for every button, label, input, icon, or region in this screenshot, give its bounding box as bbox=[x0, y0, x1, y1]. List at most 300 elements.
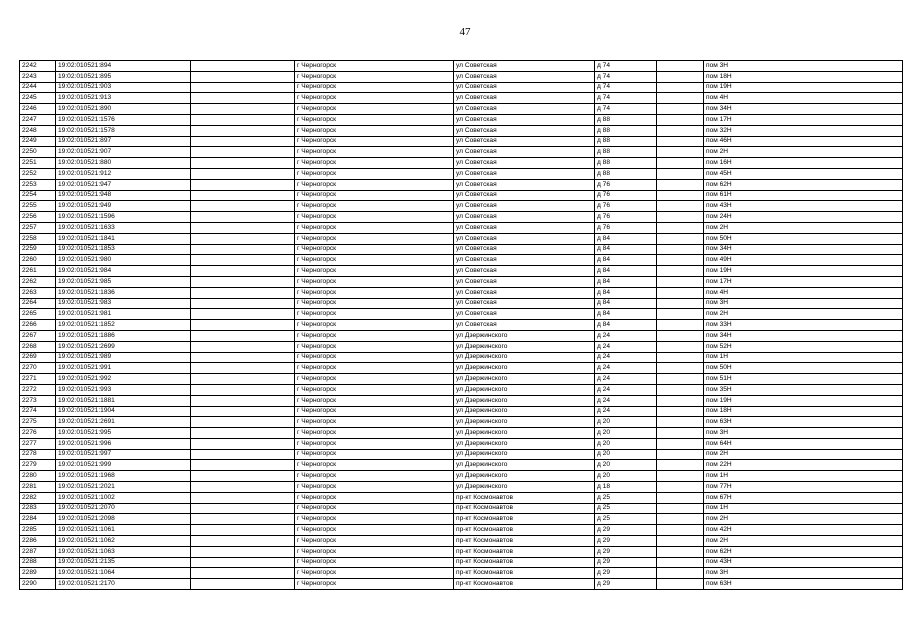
building-cell bbox=[657, 503, 704, 514]
table-row bbox=[20, 363, 903, 374]
house-cell: д 74 bbox=[595, 71, 657, 82]
house-cell: д 84 bbox=[595, 266, 657, 277]
cadastral-number-cell: 19:02:010521:1062 bbox=[56, 536, 191, 547]
street-cell: ул Советская bbox=[454, 190, 595, 201]
row-number-cell: 2280 bbox=[20, 471, 56, 482]
house-cell: д 25 bbox=[595, 492, 657, 503]
cadastral-number-cell: 19:02:010521:1886 bbox=[56, 330, 191, 341]
premises-cell: пом 77Н bbox=[704, 482, 903, 493]
house-cell: д 88 bbox=[595, 147, 657, 158]
building-cell bbox=[657, 374, 704, 385]
premises-cell: пом 3Н bbox=[704, 61, 903, 72]
empty-cell bbox=[191, 460, 295, 471]
house-cell: д 24 bbox=[595, 363, 657, 374]
table-row bbox=[20, 104, 903, 115]
cadastral-number-cell: 19:02:010521:1881 bbox=[56, 395, 191, 406]
premises-cell: пом 2Н bbox=[704, 222, 903, 233]
city-cell: г Черногорск bbox=[295, 492, 454, 503]
table-row bbox=[20, 568, 903, 579]
building-cell bbox=[657, 449, 704, 460]
city-cell: г Черногорск bbox=[295, 374, 454, 385]
row-number-cell: 2271 bbox=[20, 374, 56, 385]
cadastral-number-cell: 19:02:010521:1064 bbox=[56, 568, 191, 579]
row-number-cell: 2261 bbox=[20, 266, 56, 277]
cadastral-number-cell: 19:02:010521:895 bbox=[56, 71, 191, 82]
house-cell: д 29 bbox=[595, 579, 657, 590]
street-cell: пр-кт Космонавтов bbox=[454, 546, 595, 557]
house-cell: д 74 bbox=[595, 82, 657, 93]
table-row bbox=[20, 190, 903, 201]
table-row bbox=[20, 233, 903, 244]
row-number-cell: 2250 bbox=[20, 147, 56, 158]
house-cell: д 76 bbox=[595, 190, 657, 201]
row-number-cell: 2265 bbox=[20, 309, 56, 320]
table-row bbox=[20, 114, 903, 125]
house-cell: д 88 bbox=[595, 125, 657, 136]
street-cell: ул Советская bbox=[454, 104, 595, 115]
city-cell: г Черногорск bbox=[295, 536, 454, 547]
row-number-cell: 2253 bbox=[20, 179, 56, 190]
street-cell: ул Дзержинского bbox=[454, 428, 595, 439]
cadastral-number-cell: 19:02:010521:995 bbox=[56, 428, 191, 439]
house-cell: д 20 bbox=[595, 417, 657, 428]
empty-cell bbox=[191, 71, 295, 82]
building-cell bbox=[657, 233, 704, 244]
cadastral-number-cell: 19:02:010521:1063 bbox=[56, 546, 191, 557]
street-cell: ул Дзержинского bbox=[454, 406, 595, 417]
table-row bbox=[20, 61, 903, 72]
city-cell: г Черногорск bbox=[295, 158, 454, 169]
building-cell bbox=[657, 557, 704, 568]
house-cell: д 20 bbox=[595, 460, 657, 471]
row-number-cell: 2283 bbox=[20, 503, 56, 514]
cadastral-number-cell: 19:02:010521:2135 bbox=[56, 557, 191, 568]
row-number-cell: 2273 bbox=[20, 395, 56, 406]
street-cell: пр-кт Космонавтов bbox=[454, 579, 595, 590]
cadastral-number-cell: 19:02:010521:2170 bbox=[56, 579, 191, 590]
premises-cell: пом 49Н bbox=[704, 255, 903, 266]
row-number-cell: 2248 bbox=[20, 125, 56, 136]
street-cell: пр-кт Космонавтов bbox=[454, 514, 595, 525]
building-cell bbox=[657, 363, 704, 374]
premises-cell: пом 46Н bbox=[704, 136, 903, 147]
cadastral-number-cell: 19:02:010521:1002 bbox=[56, 492, 191, 503]
premises-cell: пом 43Н bbox=[704, 201, 903, 212]
cadastral-number-cell: 19:02:010521:983 bbox=[56, 298, 191, 309]
house-cell: д 29 bbox=[595, 525, 657, 536]
cadastral-number-cell: 19:02:010521:989 bbox=[56, 352, 191, 363]
empty-cell bbox=[191, 384, 295, 395]
row-number-cell: 2274 bbox=[20, 406, 56, 417]
premises-cell: пом 62Н bbox=[704, 179, 903, 190]
empty-cell bbox=[191, 330, 295, 341]
table-row bbox=[20, 384, 903, 395]
house-cell: д 24 bbox=[595, 395, 657, 406]
premises-cell: пом 17Н bbox=[704, 114, 903, 125]
house-cell: д 29 bbox=[595, 568, 657, 579]
row-number-cell: 2263 bbox=[20, 287, 56, 298]
premises-cell: пом 52Н bbox=[704, 341, 903, 352]
city-cell: г Черногорск bbox=[295, 276, 454, 287]
city-cell: г Черногорск bbox=[295, 114, 454, 125]
house-cell: д 84 bbox=[595, 298, 657, 309]
row-number-cell: 2276 bbox=[20, 428, 56, 439]
building-cell bbox=[657, 525, 704, 536]
house-cell: д 84 bbox=[595, 287, 657, 298]
row-number-cell: 2264 bbox=[20, 298, 56, 309]
building-cell bbox=[657, 579, 704, 590]
street-cell: ул Советская bbox=[454, 222, 595, 233]
cadastral-number-cell: 19:02:010521:2098 bbox=[56, 514, 191, 525]
premises-cell: пом 34Н bbox=[704, 104, 903, 115]
table-row bbox=[20, 395, 903, 406]
house-cell: д 84 bbox=[595, 309, 657, 320]
table-row bbox=[20, 222, 903, 233]
house-cell: д 25 bbox=[595, 503, 657, 514]
empty-cell bbox=[191, 93, 295, 104]
building-cell bbox=[657, 287, 704, 298]
table-row bbox=[20, 201, 903, 212]
street-cell: ул Дзержинского bbox=[454, 330, 595, 341]
empty-cell bbox=[191, 179, 295, 190]
row-number-cell: 2266 bbox=[20, 320, 56, 331]
building-cell bbox=[657, 82, 704, 93]
table-row bbox=[20, 158, 903, 169]
building-cell bbox=[657, 61, 704, 72]
street-cell: ул Дзержинского bbox=[454, 384, 595, 395]
city-cell: г Черногорск bbox=[295, 341, 454, 352]
street-cell: ул Советская bbox=[454, 93, 595, 104]
empty-cell bbox=[191, 125, 295, 136]
building-cell bbox=[657, 568, 704, 579]
premises-cell: пом 50Н bbox=[704, 363, 903, 374]
premises-cell: пом 3Н bbox=[704, 298, 903, 309]
building-cell bbox=[657, 320, 704, 331]
table-row bbox=[20, 330, 903, 341]
house-cell: д 88 bbox=[595, 158, 657, 169]
city-cell: г Черногорск bbox=[295, 71, 454, 82]
empty-cell bbox=[191, 222, 295, 233]
empty-cell bbox=[191, 406, 295, 417]
city-cell: г Черногорск bbox=[295, 82, 454, 93]
house-cell: д 24 bbox=[595, 352, 657, 363]
row-number-cell: 2245 bbox=[20, 93, 56, 104]
table-row bbox=[20, 482, 903, 493]
row-number-cell: 2285 bbox=[20, 525, 56, 536]
house-cell: д 24 bbox=[595, 341, 657, 352]
cadastral-number-cell: 19:02:010521:985 bbox=[56, 276, 191, 287]
premises-cell: пом 1Н bbox=[704, 503, 903, 514]
table-row bbox=[20, 71, 903, 82]
cadastral-number-cell: 19:02:010521:1836 bbox=[56, 287, 191, 298]
city-cell: г Черногорск bbox=[295, 363, 454, 374]
building-cell bbox=[657, 417, 704, 428]
city-cell: г Черногорск bbox=[295, 449, 454, 460]
house-cell: д 84 bbox=[595, 244, 657, 255]
row-number-cell: 2288 bbox=[20, 557, 56, 568]
cadastral-number-cell: 19:02:010521:981 bbox=[56, 309, 191, 320]
page-number: 47 bbox=[459, 26, 471, 38]
row-number-cell: 2256 bbox=[20, 212, 56, 223]
empty-cell bbox=[191, 201, 295, 212]
house-cell: д 84 bbox=[595, 276, 657, 287]
empty-cell bbox=[191, 438, 295, 449]
building-cell bbox=[657, 395, 704, 406]
city-cell: г Черногорск bbox=[295, 557, 454, 568]
row-number-cell: 2259 bbox=[20, 244, 56, 255]
street-cell: ул Дзержинского bbox=[454, 482, 595, 493]
empty-cell bbox=[191, 395, 295, 406]
premises-cell: пом 2Н bbox=[704, 536, 903, 547]
empty-cell bbox=[191, 276, 295, 287]
street-cell: ул Советская bbox=[454, 201, 595, 212]
table-row bbox=[20, 536, 903, 547]
row-number-cell: 2258 bbox=[20, 233, 56, 244]
house-cell: д 74 bbox=[595, 61, 657, 72]
house-cell: д 20 bbox=[595, 471, 657, 482]
building-cell bbox=[657, 255, 704, 266]
empty-cell bbox=[191, 190, 295, 201]
building-cell bbox=[657, 136, 704, 147]
row-number-cell: 2251 bbox=[20, 158, 56, 169]
street-cell: пр-кт Космонавтов bbox=[454, 525, 595, 536]
empty-cell bbox=[191, 244, 295, 255]
house-cell: д 29 bbox=[595, 557, 657, 568]
house-cell: д 88 bbox=[595, 168, 657, 179]
street-cell: ул Советская bbox=[454, 168, 595, 179]
city-cell: г Черногорск bbox=[295, 61, 454, 72]
street-cell: ул Дзержинского bbox=[454, 352, 595, 363]
city-cell: г Черногорск bbox=[295, 244, 454, 255]
cadastral-number-cell: 19:02:010521:1576 bbox=[56, 114, 191, 125]
empty-cell bbox=[191, 352, 295, 363]
cadastral-number-cell: 19:02:010521:907 bbox=[56, 147, 191, 158]
premises-cell: пом 67Н bbox=[704, 492, 903, 503]
premises-cell: пом 19Н bbox=[704, 266, 903, 277]
empty-cell bbox=[191, 298, 295, 309]
city-cell: г Черногорск bbox=[295, 417, 454, 428]
row-number-cell: 2275 bbox=[20, 417, 56, 428]
empty-cell bbox=[191, 158, 295, 169]
street-cell: ул Дзержинского bbox=[454, 438, 595, 449]
cadastral-number-cell: 19:02:010521:2070 bbox=[56, 503, 191, 514]
city-cell: г Черногорск bbox=[295, 147, 454, 158]
premises-cell: пом 18Н bbox=[704, 406, 903, 417]
premises-cell: пом 2Н bbox=[704, 514, 903, 525]
building-cell bbox=[657, 125, 704, 136]
city-cell: г Черногорск bbox=[295, 320, 454, 331]
street-cell: ул Дзержинского bbox=[454, 471, 595, 482]
cadastral-number-cell: 19:02:010521:993 bbox=[56, 384, 191, 395]
table-row bbox=[20, 320, 903, 331]
premises-cell: пом 18Н bbox=[704, 71, 903, 82]
cadastral-number-cell: 19:02:010521:890 bbox=[56, 104, 191, 115]
table-row bbox=[20, 546, 903, 557]
street-cell: ул Дзержинского bbox=[454, 417, 595, 428]
empty-cell bbox=[191, 579, 295, 590]
building-cell bbox=[657, 384, 704, 395]
building-cell bbox=[657, 266, 704, 277]
building-cell bbox=[657, 114, 704, 125]
city-cell: г Черногорск bbox=[295, 352, 454, 363]
row-number-cell: 2254 bbox=[20, 190, 56, 201]
table-row bbox=[20, 255, 903, 266]
city-cell: г Черногорск bbox=[295, 406, 454, 417]
house-cell: д 29 bbox=[595, 546, 657, 557]
row-number-cell: 2252 bbox=[20, 168, 56, 179]
building-cell bbox=[657, 104, 704, 115]
building-cell bbox=[657, 190, 704, 201]
street-cell: ул Советская bbox=[454, 298, 595, 309]
row-number-cell: 2290 bbox=[20, 579, 56, 590]
table-row bbox=[20, 276, 903, 287]
row-number-cell: 2269 bbox=[20, 352, 56, 363]
building-cell bbox=[657, 514, 704, 525]
empty-cell bbox=[191, 136, 295, 147]
table-row bbox=[20, 298, 903, 309]
building-cell bbox=[657, 482, 704, 493]
city-cell: г Черногорск bbox=[295, 525, 454, 536]
city-cell: г Черногорск bbox=[295, 136, 454, 147]
cadastral-number-cell: 19:02:010521:992 bbox=[56, 374, 191, 385]
building-cell bbox=[657, 352, 704, 363]
city-cell: г Черногорск bbox=[295, 212, 454, 223]
row-number-cell: 2257 bbox=[20, 222, 56, 233]
building-cell bbox=[657, 93, 704, 104]
table-row bbox=[20, 492, 903, 503]
row-number-cell: 2279 bbox=[20, 460, 56, 471]
premises-cell: пом 34Н bbox=[704, 330, 903, 341]
city-cell: г Черногорск bbox=[295, 93, 454, 104]
row-number-cell: 2255 bbox=[20, 201, 56, 212]
premises-cell: пом 1Н bbox=[704, 352, 903, 363]
cadastral-number-cell: 19:02:010521:991 bbox=[56, 363, 191, 374]
table-row bbox=[20, 287, 903, 298]
street-cell: ул Дзержинского bbox=[454, 460, 595, 471]
cadastral-number-cell: 19:02:010521:903 bbox=[56, 82, 191, 93]
city-cell: г Черногорск bbox=[295, 384, 454, 395]
premises-cell: пом 50Н bbox=[704, 233, 903, 244]
empty-cell bbox=[191, 320, 295, 331]
empty-cell bbox=[191, 255, 295, 266]
table-row bbox=[20, 136, 903, 147]
city-cell: г Черногорск bbox=[295, 460, 454, 471]
cadastral-number-cell: 19:02:010521:2691 bbox=[56, 417, 191, 428]
empty-cell bbox=[191, 482, 295, 493]
house-cell: д 25 bbox=[595, 514, 657, 525]
premises-cell: пом 34Н bbox=[704, 244, 903, 255]
premises-cell: пом 3Н bbox=[704, 428, 903, 439]
building-cell bbox=[657, 492, 704, 503]
table-row bbox=[20, 341, 903, 352]
cadastral-number-cell: 19:02:010521:880 bbox=[56, 158, 191, 169]
table-row bbox=[20, 503, 903, 514]
table-row bbox=[20, 168, 903, 179]
street-cell: ул Советская bbox=[454, 147, 595, 158]
table-body bbox=[20, 61, 903, 590]
house-cell: д 76 bbox=[595, 212, 657, 223]
city-cell: г Черногорск bbox=[295, 330, 454, 341]
table-row bbox=[20, 460, 903, 471]
street-cell: ул Советская bbox=[454, 158, 595, 169]
premises-cell: пом 32Н bbox=[704, 125, 903, 136]
cadastral-number-cell: 19:02:010521:894 bbox=[56, 61, 191, 72]
row-number-cell: 2277 bbox=[20, 438, 56, 449]
premises-cell: пом 22Н bbox=[704, 460, 903, 471]
empty-cell bbox=[191, 82, 295, 93]
street-cell: ул Советская bbox=[454, 82, 595, 93]
premises-cell: пом 63Н bbox=[704, 417, 903, 428]
house-cell: д 76 bbox=[595, 201, 657, 212]
row-number-cell: 2278 bbox=[20, 449, 56, 460]
cadastral-number-cell: 19:02:010521:947 bbox=[56, 179, 191, 190]
city-cell: г Черногорск bbox=[295, 579, 454, 590]
premises-cell: пом 24Н bbox=[704, 212, 903, 223]
house-cell: д 24 bbox=[595, 330, 657, 341]
city-cell: г Черногорск bbox=[295, 125, 454, 136]
empty-cell bbox=[191, 104, 295, 115]
table-row bbox=[20, 125, 903, 136]
house-cell: д 88 bbox=[595, 136, 657, 147]
cadastral-number-cell: 19:02:010521:1852 bbox=[56, 320, 191, 331]
row-number-cell: 2249 bbox=[20, 136, 56, 147]
cadastral-number-cell: 19:02:010521:984 bbox=[56, 266, 191, 277]
city-cell: г Черногорск bbox=[295, 428, 454, 439]
row-number-cell: 2243 bbox=[20, 71, 56, 82]
premises-cell: пом 45Н bbox=[704, 168, 903, 179]
empty-cell bbox=[191, 417, 295, 428]
building-cell bbox=[657, 71, 704, 82]
empty-cell bbox=[191, 492, 295, 503]
building-cell bbox=[657, 428, 704, 439]
empty-cell bbox=[191, 212, 295, 223]
street-cell: пр-кт Космонавтов bbox=[454, 557, 595, 568]
city-cell: г Черногорск bbox=[295, 471, 454, 482]
row-number-cell: 2267 bbox=[20, 330, 56, 341]
city-cell: г Черногорск bbox=[295, 222, 454, 233]
empty-cell bbox=[191, 428, 295, 439]
house-cell: д 76 bbox=[595, 179, 657, 190]
building-cell bbox=[657, 546, 704, 557]
empty-cell bbox=[191, 568, 295, 579]
city-cell: г Черногорск bbox=[295, 266, 454, 277]
cadastral-number-cell: 19:02:010521:1061 bbox=[56, 525, 191, 536]
premises-cell: пом 33Н bbox=[704, 320, 903, 331]
table-row bbox=[20, 374, 903, 385]
row-number-cell: 2246 bbox=[20, 104, 56, 115]
cadastral-number-cell: 19:02:010521:1968 bbox=[56, 471, 191, 482]
cadastral-number-cell: 19:02:010521:2699 bbox=[56, 341, 191, 352]
row-number-cell: 2284 bbox=[20, 514, 56, 525]
empty-cell bbox=[191, 449, 295, 460]
premises-cell: пом 3Н bbox=[704, 568, 903, 579]
table-row bbox=[20, 147, 903, 158]
cadastral-number-cell: 19:02:010521:912 bbox=[56, 168, 191, 179]
empty-cell bbox=[191, 514, 295, 525]
house-cell: д 18 bbox=[595, 482, 657, 493]
street-cell: ул Советская bbox=[454, 244, 595, 255]
street-cell: ул Советская bbox=[454, 287, 595, 298]
empty-cell bbox=[191, 61, 295, 72]
empty-cell bbox=[191, 287, 295, 298]
building-cell bbox=[657, 179, 704, 190]
street-cell: пр-кт Космонавтов bbox=[454, 568, 595, 579]
house-cell: д 24 bbox=[595, 406, 657, 417]
street-cell: пр-кт Космонавтов bbox=[454, 492, 595, 503]
premises-cell: пом 17Н bbox=[704, 276, 903, 287]
row-number-cell: 2282 bbox=[20, 492, 56, 503]
cadastral-number-cell: 19:02:010521:980 bbox=[56, 255, 191, 266]
